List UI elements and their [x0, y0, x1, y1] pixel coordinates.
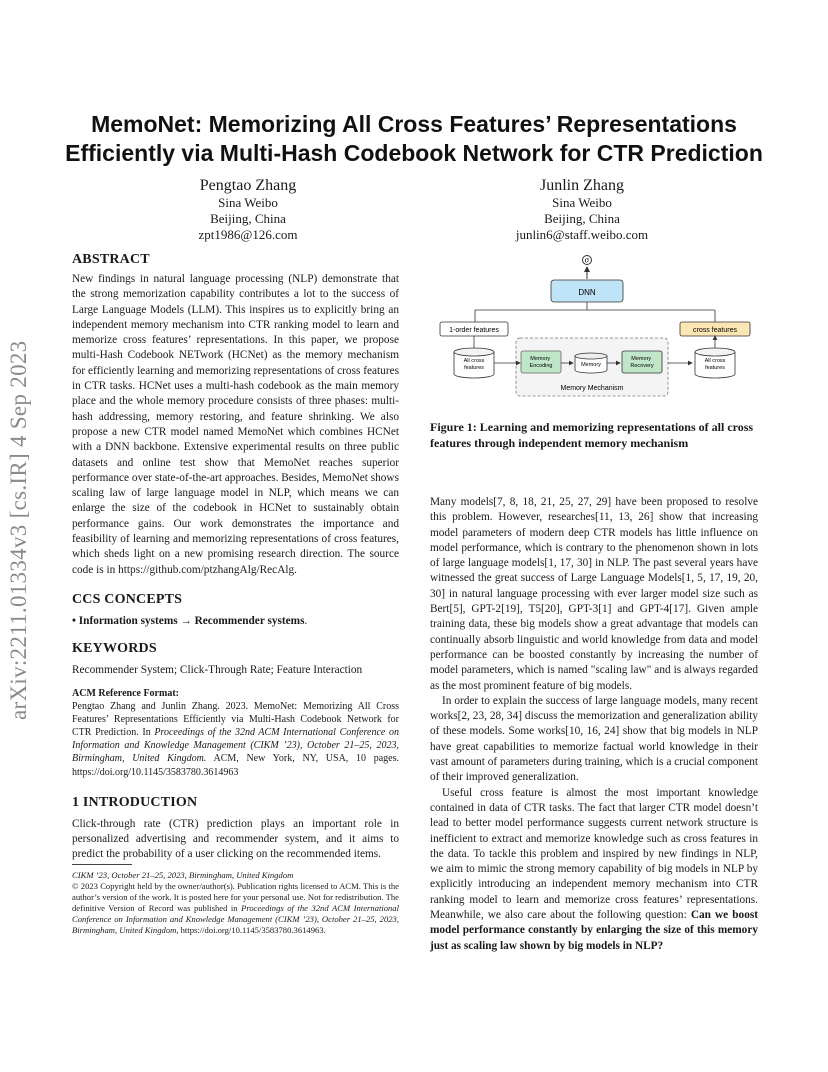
author-name: Pengtao Zhang: [199, 177, 297, 194]
memory-encoding-box: [521, 351, 561, 373]
left-column: [72, 252, 399, 863]
memory-recovery-label: [630, 356, 653, 369]
cross-features-label: cross features: [693, 327, 737, 334]
acm-reference-heading: ACM Reference Format:: [72, 687, 179, 699]
author-block: [452, 176, 712, 243]
memory-mechanism-label: Memory Mechanism: [560, 385, 624, 392]
sigmoid-symbol: σ: [584, 256, 590, 265]
memory-encoding-label: [530, 356, 553, 369]
paragraph: In order to explain the success of large language models, many recent works[2, 23, 28, 34] discuss the memorization and generalization ability of these models. Some works[10, 16, 24] show that big models in NLP have great capabilities to memorize factual world knowledge in their vast amount of parameters during training, which is a crucial component of their improved generalization.: [430, 694, 758, 784]
paragraph-text: Useful cross feature is almost the most important knowledge contained in data of CTR tasks. The fact that larger CTR model doesn’t lead to better model performance suggests current network structure is inefficient to extract and memorize knowledge such as cross features in the data. To tackle this problem and inspired by new findings in NLP, we aim to mimic the strong memory capability of big models in NLP by explicitly introducing an independent memory mechanism into CTR ranking model to learn and memorize cross features’ representations. Meanwhile, we also care about the following question:: [430, 786, 758, 922]
ccs-item-end: .: [304, 614, 308, 627]
copyright-footnote: [72, 864, 399, 936]
author-location: Beijing, China: [210, 211, 286, 226]
memory-recovery-text-line-2: Recovery: [630, 363, 654, 369]
all-cross-features-output-cylinder: [695, 348, 735, 378]
memory-label: Memory: [581, 362, 601, 368]
memory-encoding-text-line-2: Encoding: [529, 363, 553, 369]
research-question: Can we boost model performance constantly by enlarging the size of this memory just as scaling law shown by big models in NLP?: [430, 909, 758, 952]
abstract-heading: ABSTRACT: [72, 252, 150, 267]
all-cross-features-input-cylinder: [454, 348, 494, 378]
memory-cylinder: [575, 353, 607, 373]
memory-recovery-text: Memory: [631, 356, 652, 362]
footnote-text: [72, 881, 399, 936]
footnote-venue-italic: Proceedings of the 32nd ACM International Conference on Information and Knowledge Management (CIKM ’23), October 21–25, 2023, Birmingham, United Kingdom: [72, 903, 399, 935]
footnote-rule: [72, 864, 132, 865]
keywords-heading: KEYWORDS: [72, 641, 157, 657]
figure-caption: Figure 1: Learning and memorizing representations of all cross features through independent memory mechanism: [430, 420, 754, 450]
memory-mechanism-figure: [430, 250, 758, 408]
paragraph: Many models[7, 8, 18, 21, 25, 27, 29] have been proposed to resolve this problem. However, researches[11, 13, 26] show that increasing model parameters of modern deep CTR models has little influence on model performance, which is contrary to the phenomenon shown in lots of large language models[1, 17, 30] in NLP. The past several years have witnessed the great success of Large Language Models[1, 5, 17, 19, 20, 30] in natural language processing with ever larger model size such as Bert[5], GPT-2[19], T5[20], GPT-3[1] and GPT-4[17]. Given ample training data, these big models show a great advantage that models can continually absorb linguistic and world knowledge from data and model performance can be boosted constantly by increasing the number of model parameters, which is named "scaling law" and is always regarded as the most prominent feature of big models.: [430, 496, 758, 692]
abstract-text: New findings in natural language processing (NLP) demonstrate that the strong memorization capability contributes a lot to the success of Large Language Models (LLM). This inspires us to explicitly bring an independent memory mechanism into CTR ranking model to learn and memorize cross features’ representations. In this paper, we propose multi-Hash Codebook NETwork (HCNet) as the memory mechanism for efficiently learning and memorizing representations of cross features in CTR tasks. HCNet uses a multi-hash codebook as the main memory place and the whole memory procedure consists of three phases: multi-hash addressing, memory restoring, and feature shrinking. We also propose a new CTR model named MemoNet which combines HCNet with a DNN backbone. Extensive experimental results on three public datasets and online test show that MemoNet reaches superior performance over state-of-the-art approaches. Besides, MemoNet shows scaling law of large language model in NLP, which means we can enlarge the size of the codebook in HCNet to sustainably obtain performance gains. Our work demonstrates the importance and feasibility of learning and memorizing representations of cross features, which sheds light on a new promising research direction. The source code is in https://github.com/ptzhangAlg/RecAlg.: [72, 273, 399, 576]
footnote-venue: CIKM ’23, October 21–25, 2023, Birmingham, United Kingdom: [72, 870, 294, 880]
author-block: [118, 176, 378, 243]
first-order-label: 1-order features: [449, 327, 499, 334]
cylinder-label-line-2: features: [464, 365, 484, 371]
paragraph: [430, 786, 758, 954]
acm-ref-venue: Proceedings of the 32nd ACM International Conference on Information and Knowledge Management (CIKM ’23), October 21–25, 2023, Birmingham, United Kingdom.: [72, 726, 399, 765]
all-cross-features-label: [464, 358, 485, 371]
author-affiliation: Sina Weibo: [218, 195, 278, 210]
memory-encoding-text: Memory: [530, 356, 551, 362]
right-column: [430, 420, 758, 954]
acm-ref-doi[interactable]: ACM, New York, NY, USA, 10 pages. https://doi.org/10.1145/3583780.3614963: [72, 753, 399, 778]
acm-ref-part: Pengtao Zhang and Junlin Zhang. 2023. MemoNet: Memorizing All Cross Features’ Representations Efficiently via Multi-Hash Codebook Network for CTR Prediction. In: [72, 700, 399, 738]
footnote-part: © 2023 Copyright held by the owner/author(s). Publication rights licensed to ACM. This is the author’s version of the work. It is posted here for your personal use. Not for redistribution. The definitive Version of Record was published in: [72, 881, 399, 913]
author-affiliation: Sina Weibo: [552, 195, 612, 210]
paper-title: MemoNet: Memorizing All Cross Features’ Representations Efficiently via Multi-Hash Codebook Network for CTR Prediction: [65, 111, 763, 166]
acm-reference-text: [72, 700, 399, 779]
dnn-label: DNN: [578, 288, 596, 297]
author-location: Beijing, China: [544, 211, 620, 226]
author-email[interactable]: junlin6@staff.weibo.com: [515, 227, 649, 242]
cylinder-label-line-1: All cross: [463, 358, 485, 364]
ccs-heading: CCS CONCEPTS: [72, 591, 183, 607]
arxiv-identifier: arXiv:2211.01334v3 [cs.IR] 4 Sep 2023: [6, 340, 31, 720]
author-name: Junlin Zhang: [540, 177, 624, 194]
all-cross-features-label: [705, 358, 726, 371]
author-email[interactable]: zpt1986@126.com: [198, 227, 298, 242]
introduction-heading: 1 INTRODUCTION: [72, 794, 198, 810]
keywords-text: Recommender System; Click-Through Rate; Feature Interaction: [72, 664, 363, 677]
introduction-text: Click-through rate (CTR) prediction plays an important role in personalized advertising and recommender system, and it aims to predict the probability of a user clicking on the recommended items.: [72, 817, 399, 861]
cylinder-label-line-1: All cross: [704, 358, 726, 364]
ccs-item: • Information systems → Recommender systems: [72, 614, 305, 627]
footnote-doi[interactable]: , https://doi.org/10.1145/3583780.3614963.: [176, 925, 326, 935]
cylinder-label-line-2: features: [705, 365, 725, 371]
memory-recovery-box: [622, 351, 662, 373]
ccs-concepts: [72, 614, 399, 629]
